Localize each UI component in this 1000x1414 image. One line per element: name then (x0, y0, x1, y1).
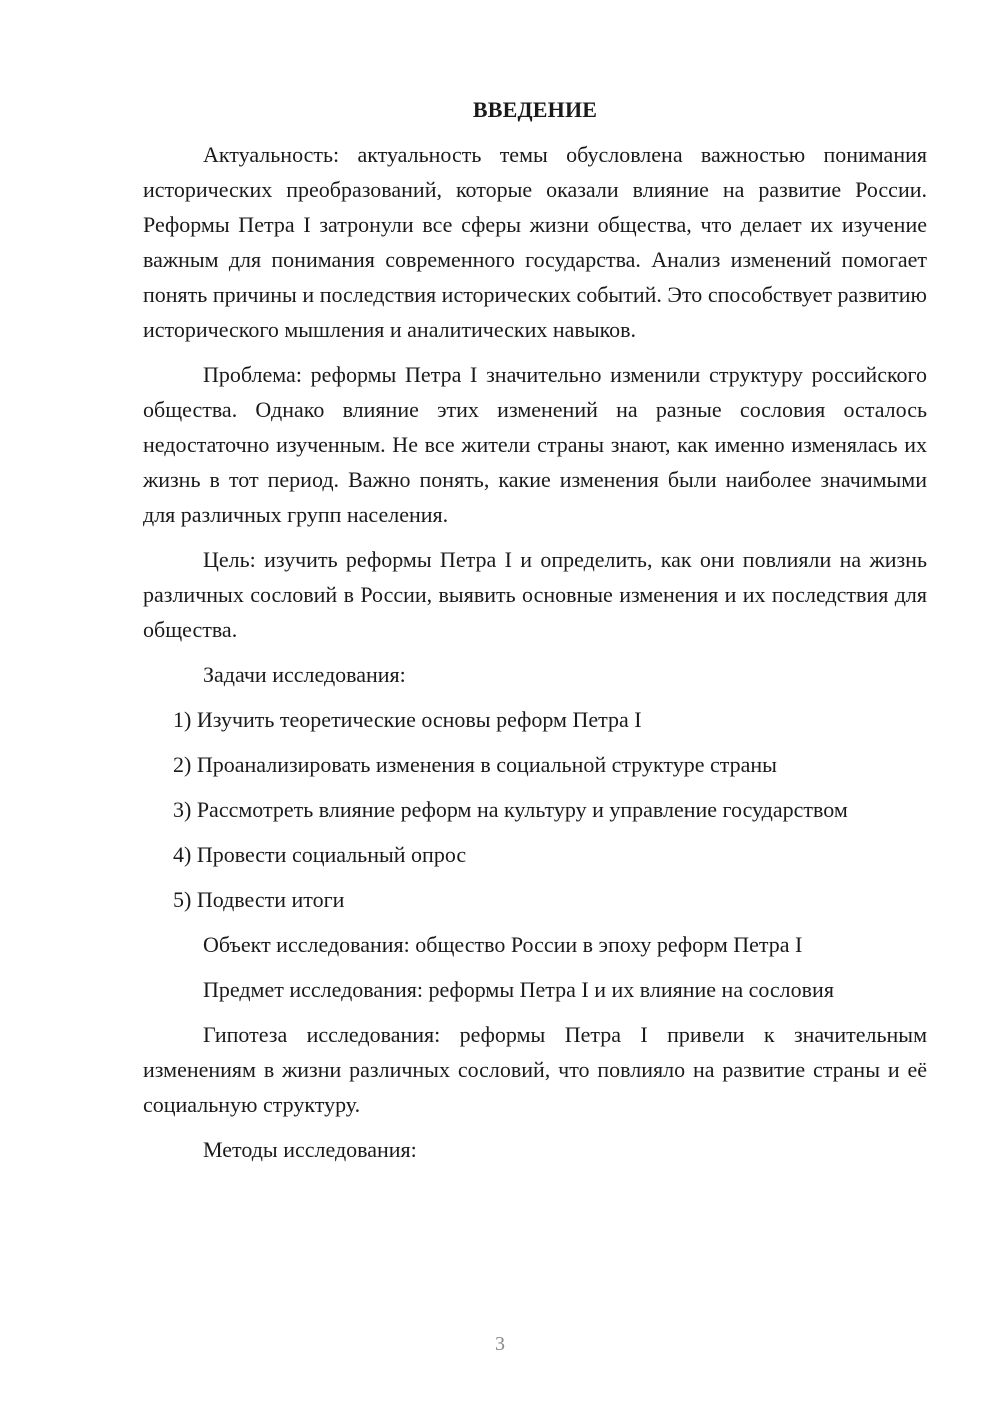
object-paragraph: Объект исследования: общество России в эпоху реформ Петра I (203, 932, 803, 957)
goal-paragraph: Цель: изучить реформы Петра I и определить, как они повлияли на жизнь различных сословий в России, выявить основные изменения и их последствия для общества. (143, 547, 927, 642)
task-item-2: 2) Проанализировать изменения в социальной структуре страны (173, 752, 777, 777)
methods-title: Методы исследования: (203, 1137, 417, 1162)
task-item-3: 3) Рассмотреть влияние реформ на культуру и управление государством (173, 797, 848, 822)
task-item-5: 5) Подвести итоги (173, 887, 345, 912)
tasks-title: Задачи исследования: (203, 662, 406, 687)
relevance-paragraph: Актуальность: актуальность темы обусловлена важностью понимания исторических преобразований, которые оказали влияние на развитие России. Реформы Петра I затронули все сферы жизни общества, что делает их изучение важным для понимания современного государства. Анализ изменений помогает понять причины и последствия исторических событий. Это способствует развитию исторического мышления и аналитических навыков. (143, 142, 927, 342)
task-item-1: 1) Изучить теоретические основы реформ Петра I (173, 707, 642, 732)
subject-paragraph: Предмет исследования: реформы Петра I и их влияние на сословия (203, 977, 834, 1002)
page-number: 3 (495, 1333, 505, 1355)
hypothesis-paragraph: Гипотеза исследования: реформы Петра I привели к значительным изменениям в жизни различных сословий, что повлияло на развитие страны и её социальную структуру. (143, 1022, 927, 1117)
page-content (143, 92, 927, 1177)
problem-paragraph: Проблема: реформы Петра I значительно изменили структуру российского общества. Однако влияние этих изменений на разные сословия осталось недостаточно изученным. Не все жители страны знают, как именно изменялась их жизнь в тот период. Важно понять, какие изменения были наиболее значимыми для различных групп населения. (143, 362, 927, 527)
section-heading: ВВЕДЕНИЕ (472, 97, 598, 122)
task-item-4: 4) Провести социальный опрос (173, 842, 467, 867)
